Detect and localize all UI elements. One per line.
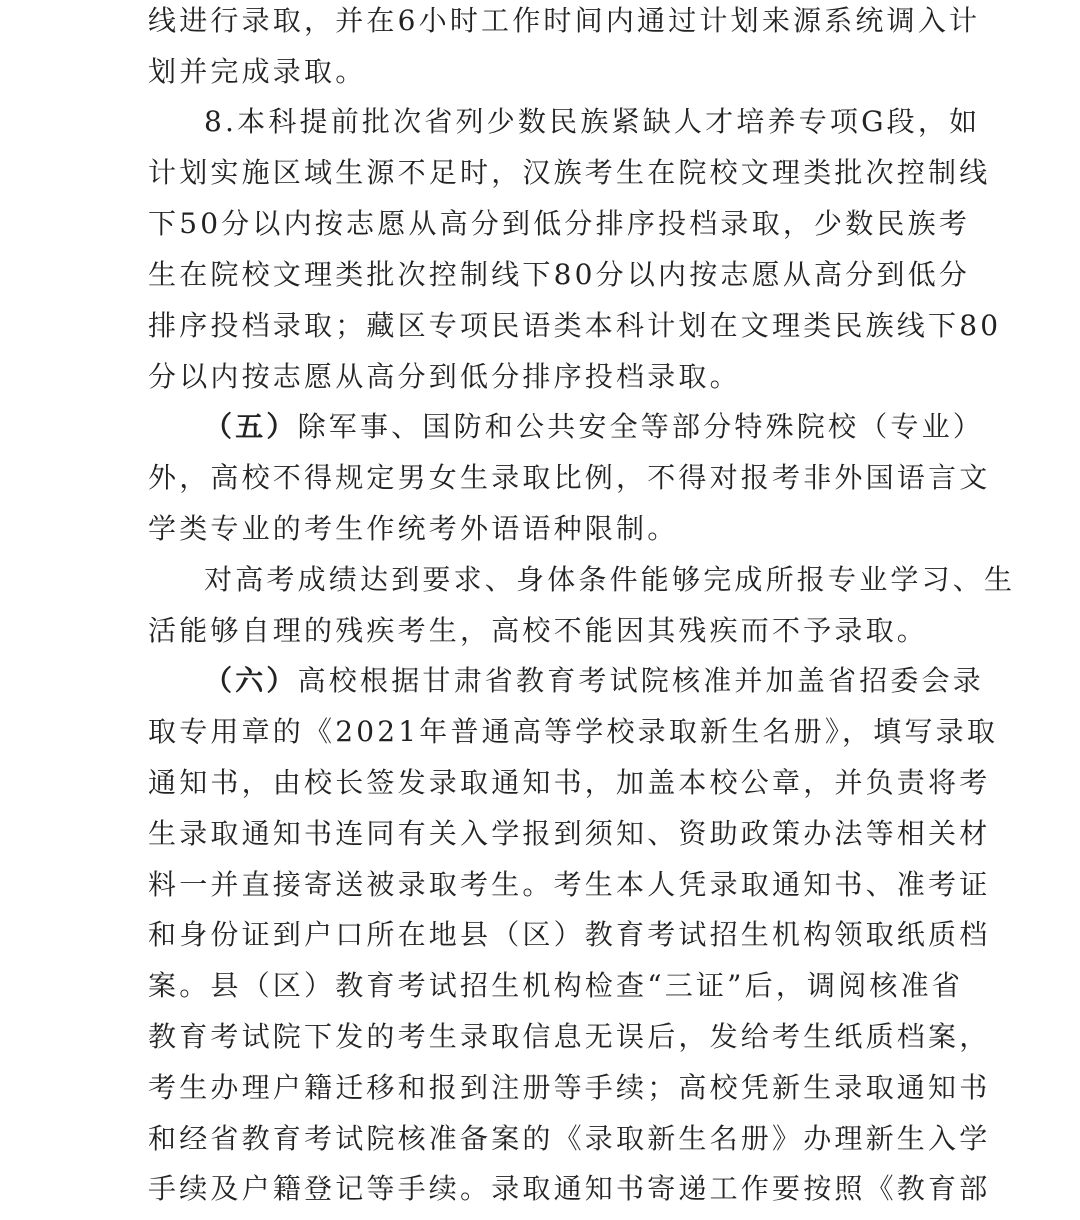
text-line: 取专用章的《2021年普通高等学校录取新生名册》，填写录取 <box>148 715 999 748</box>
text-line: 料一并直接寄送被录取考生。考生本人凭录取通知书、准考证 <box>148 868 991 901</box>
text-line: 手续及户籍登记等手续。录取通知书寄递工作要按照《教育部 <box>148 1172 991 1205</box>
text-line: 和身份证到户口所在地县（区）教育考试招生机构领取纸质档 <box>148 918 991 951</box>
text-line: 对高考成绩达到要求、身体条件能够完成所报专业学习、生 <box>204 563 1016 596</box>
text-line: 生在院校文理类批次控制线下80分以内按志愿从高分到低分 <box>148 258 971 291</box>
section-6-number: （六） <box>204 664 298 697</box>
text-line: 通知书，由校长签发录取通知书，加盖本校公章，并负责将考 <box>148 766 991 799</box>
section-5-text: 除军事、国防和公共安全等部分特殊院校（专业） <box>297 410 985 443</box>
text-line: 8.本科提前批次省列少数民族紧缺人才培养专项G段，如 <box>204 105 981 138</box>
text-line: 排序投档录取；藏区专项民语类本科计划在文理类民族线下80 <box>148 309 1002 342</box>
text-line: 分以内按志愿从高分到低分排序投档录取。 <box>148 360 741 393</box>
section-6-heading-line <box>204 662 984 712</box>
text-line: 教育考试院下发的考生录取信息无误后，发给考生纸质档案， <box>148 1020 991 1053</box>
text-line: 划并完成录取。 <box>148 55 367 88</box>
section-5-heading-line <box>204 408 984 458</box>
section-6-text: 高校根据甘肃省教育考试院核准并加盖省招委会录 <box>297 664 985 697</box>
text-line: 活能够自理的残疾考生，高校不能因其残疾而不予录取。 <box>148 614 929 647</box>
section-5-number: （五） <box>204 410 298 443</box>
text-line: 考生办理户籍迁移和报到注册等手续；高校凭新生录取通知书 <box>148 1071 991 1104</box>
text-line: 和经省教育考试院核准备案的《录取新生名册》办理新生入学 <box>148 1122 991 1155</box>
text-line: 学类专业的考生作统考外语语种限制。 <box>148 512 679 545</box>
text-line: 下50分以内按志愿从高分到低分排序投档录取，少数民族考 <box>148 207 971 240</box>
text-line: 生录取通知书连同有关入学报到须知、资助政策办法等相关材 <box>148 817 991 850</box>
text-line: 线进行录取，并在6小时工作时间内通过计划来源系统调入计 <box>148 4 981 37</box>
text-line: 案。县（区）教育考试招生机构检查“三证”后，调阅核准省 <box>148 969 964 1002</box>
text-line: 计划实施区域生源不足时，汉族考生在院校文理类批次控制线 <box>148 156 991 189</box>
text-line: 外，高校不得规定男女生录取比例，不得对报考非外国语言文 <box>148 461 991 494</box>
